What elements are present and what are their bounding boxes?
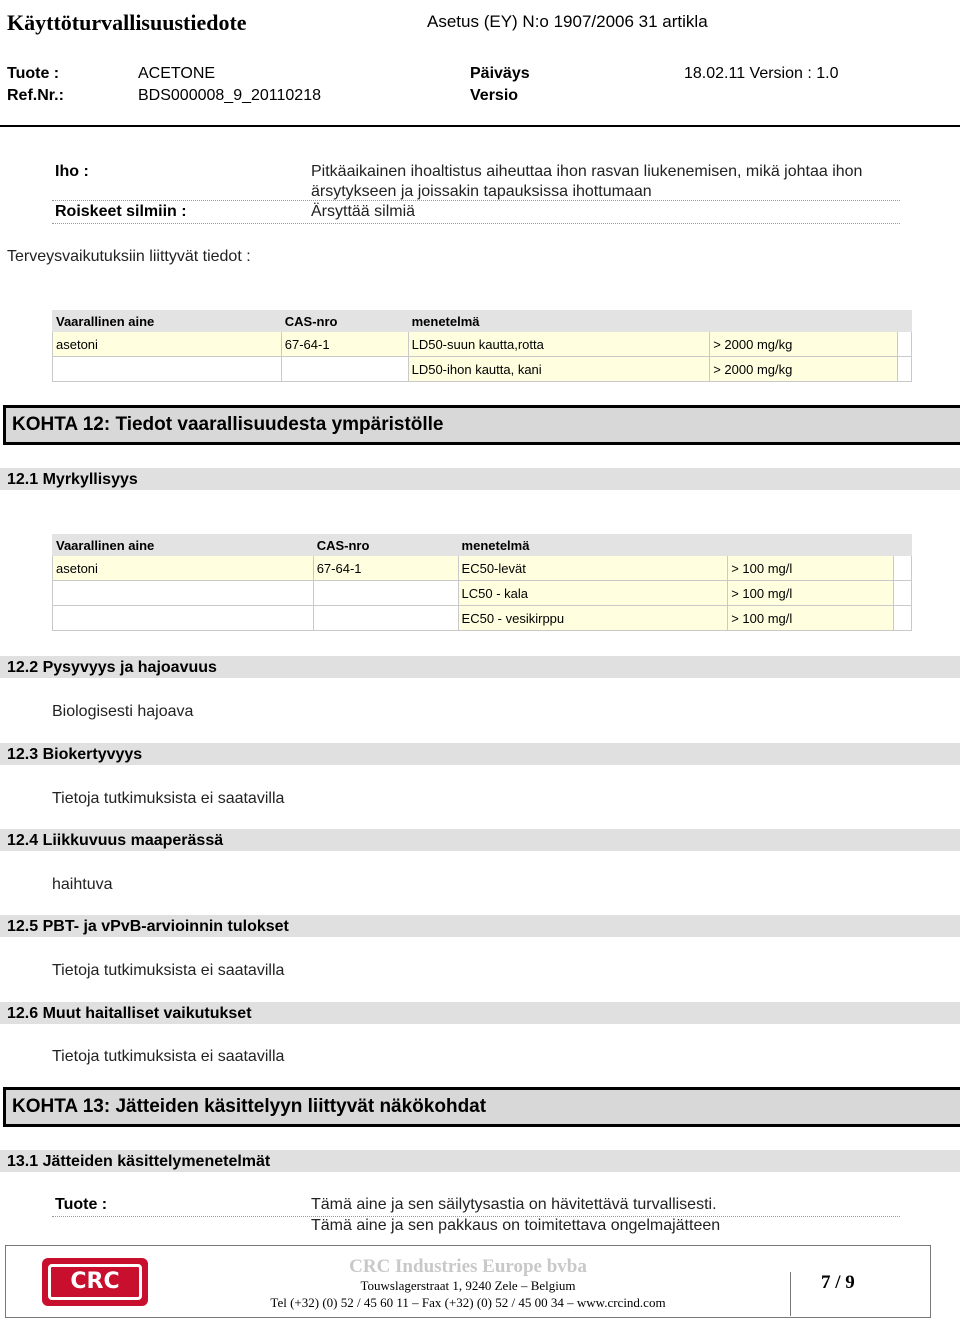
subsection-12-6-text: Tietoja tutkimuksista ei saatavilla: [52, 1048, 285, 1065]
date-value: 18.02.11 Version : 1.0: [684, 65, 839, 82]
subsection-12-1-heading: 12.1 Myrkyllisyys: [0, 468, 960, 490]
table-header-row: [53, 311, 912, 332]
ref-value: BDS000008_9_20110218: [138, 87, 321, 104]
skin-text-line-2: ärsytykseen ja joissakin tapauksissa ihottumaan: [311, 183, 652, 200]
table-header-row: [53, 535, 912, 556]
product-value: ACETONE: [138, 65, 216, 82]
waste-product-label: Tuote :: [55, 1196, 108, 1213]
eyes-label: Roiskeet silmiin :: [55, 203, 187, 220]
table-cell: > 2000 mg/kg: [710, 357, 898, 382]
subsection-12-5-heading: 12.5 PBT- ja vPvB-arvioinnin tulokset: [0, 915, 960, 937]
company-address: Touwslagerstraat 1, 9240 Zele – Belgium: [360, 1278, 576, 1293]
subsection-12-2-heading: 12.2 Pysyvyys ja hajoavuus: [0, 656, 960, 678]
section-13-heading: KOHTA 13: Jätteiden käsittelyyn liittyvät näkökohdat: [3, 1087, 960, 1127]
table-cell: [894, 581, 912, 606]
subsection-12-4-text: haihtuva: [52, 876, 113, 893]
table-cell: LD50-ihon kautta, kani: [408, 357, 710, 382]
table-row: [53, 581, 912, 606]
table-cell: > 100 mg/l: [728, 606, 894, 631]
column-header: Vaarallinen aine: [53, 535, 314, 556]
subsection-12-3-heading: 12.3 Biokertyvyys: [0, 743, 960, 765]
subsection-13-1-heading: 13.1 Jätteiden käsittelymenetelmät: [0, 1150, 960, 1172]
table-cell: EC50-levät: [458, 556, 728, 581]
table-cell: asetoni: [53, 332, 282, 357]
health-info-label: Terveysvaikutuksiin liittyvät tiedot :: [7, 248, 251, 265]
subsection-12-5-text: Tietoja tutkimuksista ei saatavilla: [52, 962, 285, 979]
page-number-box: [790, 1272, 931, 1316]
product-label: Tuote :: [7, 65, 60, 82]
waste-text-line-1: Tämä aine ja sen säilytysastia on hävitettävä turvallisesti.: [311, 1196, 717, 1213]
table-cell: > 2000 mg/kg: [710, 332, 898, 357]
table-cell: [313, 606, 458, 631]
table-cell: asetoni: [53, 556, 314, 581]
subsection-12-2-text: Biologisesti hajoava: [52, 703, 194, 720]
subsection-12-3-text: Tietoja tutkimuksista ei saatavilla: [52, 790, 285, 807]
table-cell: [53, 606, 314, 631]
column-header: [710, 311, 898, 332]
column-header: menetelmä: [408, 311, 710, 332]
table-cell: 67-64-1: [281, 332, 408, 357]
column-header: [897, 311, 911, 332]
crc-logo-text: CRC: [48, 1264, 142, 1300]
subsection-12-4-heading: 12.4 Liikkuvuus maaperässä: [0, 829, 960, 851]
skin-text-line-1: Pitkäaikainen ihoaltistus aiheuttaa ihon rasvan liukenemisen, mikä johtaa ihon: [311, 163, 863, 180]
table-cell: [897, 332, 911, 357]
company-name: CRC Industries Europe bvba: [349, 1256, 587, 1277]
section-12-heading: KOHTA 12: Tiedot vaarallisuudesta ympäristölle: [3, 405, 960, 445]
ecotoxicity-table: [52, 534, 912, 631]
column-header: [728, 535, 894, 556]
document-title: Käyttöturvallisuustiedote: [7, 10, 247, 35]
column-header: CAS-nro: [313, 535, 458, 556]
version-label: Versio: [470, 87, 519, 104]
column-header: [894, 535, 912, 556]
column-header: menetelmä: [458, 535, 728, 556]
crc-logo: [42, 1258, 148, 1306]
table-cell: 67-64-1: [313, 556, 458, 581]
table-cell: LD50-suun kautta,rotta: [408, 332, 710, 357]
eyes-text: Ärsyttää silmiä: [311, 203, 416, 220]
skin-label: Iho :: [55, 163, 89, 180]
ref-label: Ref.Nr.:: [7, 87, 64, 104]
table-row: [53, 556, 912, 581]
table-cell: [894, 556, 912, 581]
page-footer: [5, 1245, 931, 1318]
subsection-12-6-heading: 12.6 Muut haitalliset vaikutukset: [0, 1002, 960, 1024]
table-cell: [894, 606, 912, 631]
table-row: [53, 357, 912, 382]
company-contact: Tel (+32) (0) 52 / 45 60 11 – Fax (+32) (0) 52 / 45 00 34 – www.crcind.com: [270, 1295, 666, 1310]
table-cell: [313, 581, 458, 606]
table-cell: LC50 - kala: [458, 581, 728, 606]
table-cell: [53, 581, 314, 606]
table-cell: > 100 mg/l: [728, 581, 894, 606]
date-label: Päiväys: [470, 65, 530, 82]
header-divider: [0, 125, 960, 127]
waste-text-line-2: Tämä aine ja sen pakkaus on toimitettava ongelmajätteen: [311, 1217, 721, 1234]
table-cell: [897, 357, 911, 382]
page-number: 7 / 9: [821, 1272, 855, 1293]
table-cell: [53, 357, 282, 382]
regulation-reference: Asetus (EY) N:o 1907/2006 31 artikla: [427, 12, 708, 31]
table-cell: EC50 - vesikirppu: [458, 606, 728, 631]
table-cell: [281, 357, 408, 382]
table-row: [53, 332, 912, 357]
column-header: Vaarallinen aine: [53, 311, 282, 332]
toxicity-table: [52, 310, 912, 382]
table-cell: > 100 mg/l: [728, 556, 894, 581]
column-header: CAS-nro: [281, 311, 408, 332]
table-row: [53, 606, 912, 631]
